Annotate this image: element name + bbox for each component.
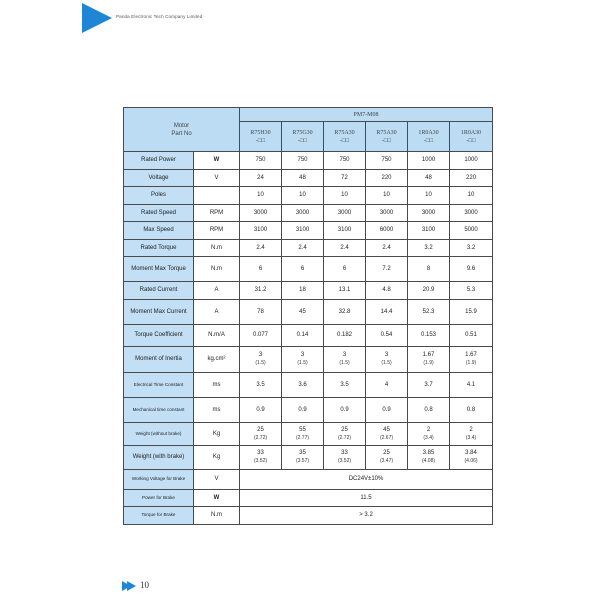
value-cell: 750 xyxy=(324,152,366,170)
value-cell: 2.4 xyxy=(240,239,282,257)
value-cell: 2.4 xyxy=(282,239,324,257)
value-main: 1.67 xyxy=(465,352,477,358)
value-cell: 18 xyxy=(282,282,324,300)
model-header-4 xyxy=(408,122,450,152)
value-cell: 10 xyxy=(408,187,450,205)
value-cell: 3000 xyxy=(324,204,366,222)
value-cell: 10 xyxy=(450,187,493,205)
value-sub: (3.52) xyxy=(253,458,268,464)
value-sub: (1.5) xyxy=(255,360,266,366)
value-cell: 0.14 xyxy=(282,324,324,346)
spec-row xyxy=(124,299,493,324)
value-cell xyxy=(240,445,282,469)
value-cell: 3000 xyxy=(366,204,408,222)
value-cell: 0.8 xyxy=(408,397,450,422)
value-cell: 3.6 xyxy=(282,372,324,397)
value-sub: (1.9) xyxy=(423,360,434,366)
value-cell: 10 xyxy=(240,187,282,205)
row-unit: ms xyxy=(194,372,240,397)
value-cell: 2.4 xyxy=(324,239,366,257)
value-cell: 0.182 xyxy=(324,324,366,346)
value-cell xyxy=(240,422,282,445)
value-cell: 7.2 xyxy=(366,257,408,282)
value-cell: 0.9 xyxy=(366,397,408,422)
value-sub: (2.72) xyxy=(253,434,268,441)
row-unit: V xyxy=(194,169,240,187)
brake-label: Working Voltage for Brake xyxy=(124,469,194,489)
value-cell: 6000 xyxy=(366,222,408,240)
part-no-label: Part No xyxy=(171,130,192,137)
row-unit: N.m/A xyxy=(194,324,240,346)
model-suffix: -□□ xyxy=(466,137,476,144)
value-cell: 3100 xyxy=(282,222,324,240)
row-unit: A xyxy=(194,282,240,300)
value-cell xyxy=(282,422,324,445)
value-cell: 3000 xyxy=(240,204,282,222)
value-sub: (1.5) xyxy=(297,360,308,366)
value-main: 1.67 xyxy=(422,352,435,358)
value-cell: 3100 xyxy=(324,222,366,240)
model-code: R75H30 xyxy=(250,129,271,136)
company-logo-triangle-icon xyxy=(82,3,112,33)
model-code: R75G30 xyxy=(292,129,313,136)
row-label: Voltage xyxy=(124,169,194,187)
value-cell: 45 xyxy=(282,299,324,324)
spec-row xyxy=(124,187,493,205)
spec-row xyxy=(124,239,493,257)
model-header-3 xyxy=(366,122,408,152)
value-cell: 1000 xyxy=(408,152,450,170)
value-cell: 3000 xyxy=(282,204,324,222)
value-cell: 750 xyxy=(282,152,324,170)
value-cell: 5.3 xyxy=(450,282,493,300)
value-main: 2 xyxy=(469,426,473,433)
value-cell: 10 xyxy=(366,187,408,205)
value-main: 25 xyxy=(383,450,390,456)
value-sub: (2.72) xyxy=(337,434,352,441)
spec-row xyxy=(124,222,493,240)
model-header-5 xyxy=(450,122,493,152)
value-main: 55 xyxy=(299,426,306,433)
brake-label: Torque for Brake xyxy=(124,507,194,525)
value-cell: 3.5 xyxy=(324,372,366,397)
value-cell xyxy=(282,445,324,469)
value-cell xyxy=(282,346,324,372)
brake-row xyxy=(124,469,493,489)
company-name: Panda Electronic Tech Company Limited xyxy=(116,14,203,19)
value-cell: 220 xyxy=(366,169,408,187)
row-label: Moment Max Current xyxy=(124,299,194,324)
row-unit: RPM xyxy=(194,222,240,240)
spec-row xyxy=(124,169,493,187)
value-cell: 10 xyxy=(324,187,366,205)
value-sub: (4.06) xyxy=(464,458,478,464)
value-cell: 6 xyxy=(240,257,282,282)
value-main: 3 xyxy=(258,352,263,358)
spec-row xyxy=(124,445,493,469)
value-sub: (1.9) xyxy=(465,360,477,366)
value-cell xyxy=(324,346,366,372)
brake-unit: W xyxy=(194,489,240,507)
brake-unit: N.m xyxy=(194,507,240,525)
value-cell: 0.8 xyxy=(450,397,493,422)
value-cell xyxy=(450,422,493,445)
value-cell: 32.8 xyxy=(324,299,366,324)
value-sub: (4.08) xyxy=(421,458,436,464)
value-cell: 4 xyxy=(366,372,408,397)
model-suffix: -□□ xyxy=(297,137,308,144)
value-main: 3.85 xyxy=(422,450,435,456)
value-main: 25 xyxy=(341,426,348,433)
value-main: 25 xyxy=(257,426,264,433)
value-main: 33 xyxy=(341,450,348,456)
value-cell: 3.5 xyxy=(240,372,282,397)
row-unit xyxy=(194,187,240,205)
spec-row xyxy=(124,282,493,300)
value-cell: 0.9 xyxy=(324,397,366,422)
value-cell xyxy=(366,445,408,469)
value-sub: (3.47) xyxy=(379,458,394,464)
value-cell: 3100 xyxy=(408,222,450,240)
value-cell: 24 xyxy=(240,169,282,187)
spec-row xyxy=(124,346,493,372)
model-code: R75A30 xyxy=(376,129,397,136)
page-marker-icon-2 xyxy=(127,581,136,591)
model-header-1 xyxy=(282,122,324,152)
value-cell xyxy=(366,422,408,445)
value-cell: 78 xyxy=(240,299,282,324)
spec-row xyxy=(124,422,493,445)
value-sub: (2.77) xyxy=(295,434,310,441)
row-label: Moment Max Torque xyxy=(124,257,194,282)
value-cell: 3.7 xyxy=(408,372,450,397)
row-unit: RPM xyxy=(194,204,240,222)
value-sub: (1.5) xyxy=(339,360,350,366)
value-sub: (3.4) xyxy=(423,434,434,441)
row-label: Weight (with brake) xyxy=(124,445,194,469)
row-label: Weight (without brake) xyxy=(124,422,194,445)
page-number: 10 xyxy=(140,580,149,590)
row-unit: Kg xyxy=(194,422,240,445)
value-cell: 14.4 xyxy=(366,299,408,324)
value-main: 2 xyxy=(426,426,431,433)
brake-value: DC24V±10% xyxy=(240,469,493,489)
row-label: Torque Coefficient xyxy=(124,324,194,346)
model-header-2 xyxy=(324,122,366,152)
value-cell: 4.8 xyxy=(366,282,408,300)
row-unit: kg.cm² xyxy=(194,346,240,372)
model-code: R75A30 xyxy=(334,129,355,136)
motor-spec-table xyxy=(123,107,493,525)
brake-row xyxy=(124,489,493,507)
value-cell: 0.9 xyxy=(240,397,282,422)
row-label: Poles xyxy=(124,187,194,205)
value-cell: 3000 xyxy=(450,204,493,222)
value-cell: 9.6 xyxy=(450,257,493,282)
brake-value: 11.5 xyxy=(240,489,493,507)
value-cell: 3100 xyxy=(240,222,282,240)
model-suffix: -□□ xyxy=(339,137,350,144)
spec-row xyxy=(124,372,493,397)
value-cell: 3.2 xyxy=(408,239,450,257)
spec-row xyxy=(124,397,493,422)
value-cell: 20.9 xyxy=(408,282,450,300)
brake-label: Power for Brake xyxy=(124,489,194,507)
row-unit: W xyxy=(194,152,240,170)
motor-part-header xyxy=(124,108,240,152)
value-cell: 72 xyxy=(324,169,366,187)
value-cell xyxy=(366,346,408,372)
row-label: Max Speed xyxy=(124,222,194,240)
value-main: 33 xyxy=(257,450,264,456)
row-unit: N.m xyxy=(194,257,240,282)
value-cell xyxy=(324,445,366,469)
value-cell xyxy=(408,445,450,469)
row-label: Rated Speed xyxy=(124,204,194,222)
value-sub: (3.52) xyxy=(337,458,352,464)
row-label: Moment of Inertia xyxy=(124,346,194,372)
value-cell: 8 xyxy=(408,257,450,282)
row-label: Rated Current xyxy=(124,282,194,300)
value-main: 45 xyxy=(383,426,390,433)
spec-row xyxy=(124,257,493,282)
row-label: Rated Power xyxy=(124,152,194,170)
motor-label: Motor xyxy=(173,122,190,129)
value-sub: (1.5) xyxy=(381,360,392,366)
value-cell: 3000 xyxy=(408,204,450,222)
value-main: 3 xyxy=(342,352,347,358)
value-cell: 48 xyxy=(408,169,450,187)
row-unit: A xyxy=(194,299,240,324)
brake-value: > 3.2 xyxy=(240,507,493,525)
value-cell: 750 xyxy=(366,152,408,170)
value-sub: (3.4) xyxy=(465,434,477,441)
value-cell: 4.1 xyxy=(450,372,493,397)
row-unit: ms xyxy=(194,397,240,422)
value-main: 3.84 xyxy=(465,450,477,456)
value-cell: 31.2 xyxy=(240,282,282,300)
value-cell xyxy=(324,422,366,445)
value-cell: 0.54 xyxy=(366,324,408,346)
row-unit: Kg xyxy=(194,445,240,469)
value-cell: 0.153 xyxy=(408,324,450,346)
model-suffix: -□□ xyxy=(423,137,434,144)
value-cell xyxy=(450,445,493,469)
value-cell: 5000 xyxy=(450,222,493,240)
value-cell: 15.9 xyxy=(450,299,493,324)
value-cell xyxy=(450,346,493,372)
value-cell xyxy=(240,346,282,372)
spec-row xyxy=(124,324,493,346)
value-cell: 0.9 xyxy=(282,397,324,422)
model-header-0 xyxy=(240,122,282,152)
value-cell: 48 xyxy=(282,169,324,187)
value-cell: 2.4 xyxy=(366,239,408,257)
spec-row xyxy=(124,152,493,170)
value-cell: 10 xyxy=(282,187,324,205)
value-main: 3 xyxy=(384,352,389,358)
value-cell: 6 xyxy=(324,257,366,282)
value-cell: 13.1 xyxy=(324,282,366,300)
model-suffix: -□□ xyxy=(381,137,392,144)
value-cell xyxy=(408,422,450,445)
value-sub: (3.57) xyxy=(295,458,310,464)
row-unit: N.m xyxy=(194,239,240,257)
value-cell: 0.51 xyxy=(450,324,493,346)
value-cell: 1000 xyxy=(450,152,493,170)
series-title: PM7-M08 xyxy=(240,108,493,122)
value-sub: (2.67) xyxy=(379,434,394,441)
value-cell: 220 xyxy=(450,169,493,187)
model-suffix: -□□ xyxy=(255,137,266,144)
value-main: 3 xyxy=(300,352,305,358)
value-cell: 0.077 xyxy=(240,324,282,346)
spec-row xyxy=(124,204,493,222)
value-cell: 3.2 xyxy=(450,239,493,257)
row-label: Electrical Time Constant xyxy=(124,372,194,397)
brake-unit: V xyxy=(194,469,240,489)
value-cell: 52.3 xyxy=(408,299,450,324)
value-cell: 6 xyxy=(282,257,324,282)
row-label: Mechanical time constant xyxy=(124,397,194,422)
model-code: 1R0A30 xyxy=(460,129,482,136)
brake-row xyxy=(124,507,493,525)
model-code: 1R0A30 xyxy=(418,129,439,136)
row-label: Rated Torque xyxy=(124,239,194,257)
value-main: 35 xyxy=(299,450,306,456)
value-cell: 750 xyxy=(240,152,282,170)
value-cell xyxy=(408,346,450,372)
